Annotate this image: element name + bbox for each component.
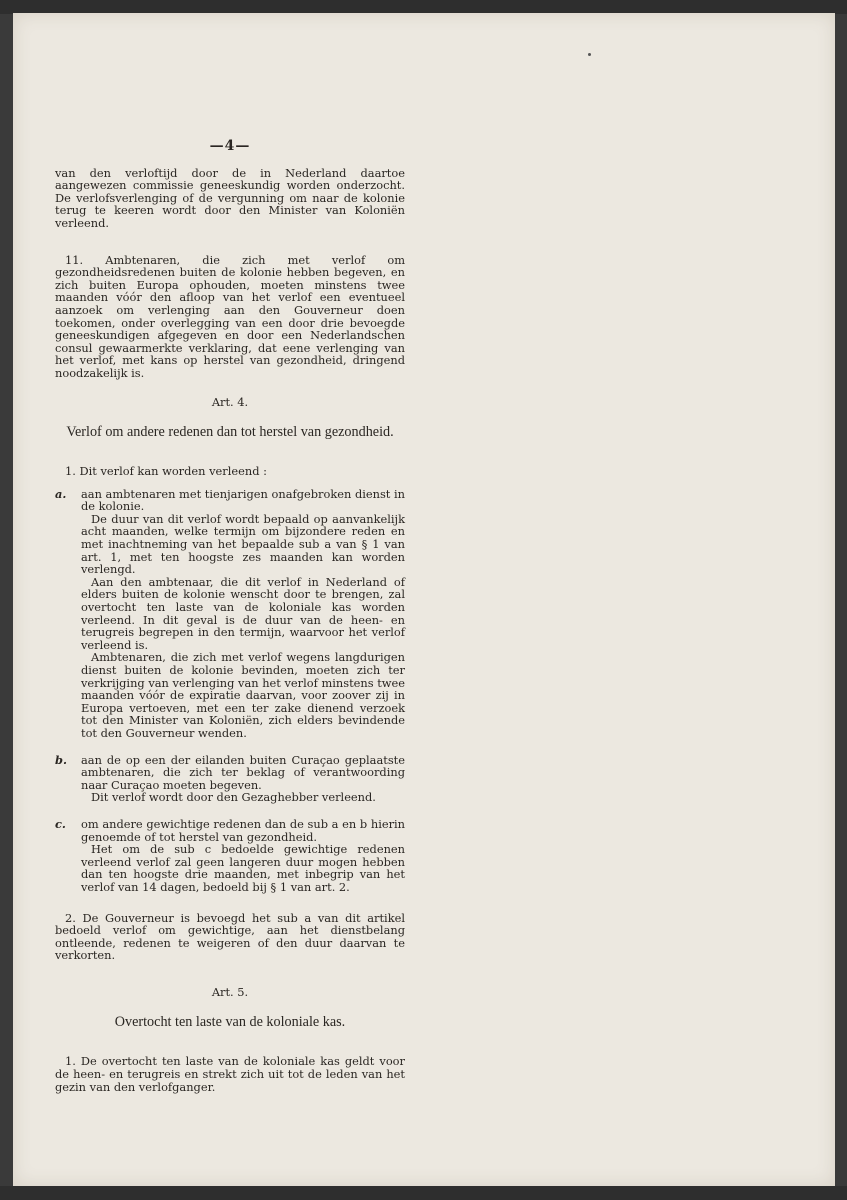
item-c-mark: c.: [55, 816, 66, 831]
item-b-sub-1: Dit verlof wordt door den Gezaghebber verleend.: [91, 790, 376, 805]
item-a-sub-2: Aan den ambtenaar, die dit verlof in Nederland of elders buiten de kolonie wenscht door te brengen, zal overtocht ten laste van de koloniale kas worden verleend. In dit geval is de duur van de heen- en terugreis begrepen in den termijn, waarvoor het verlof verleend is.: [81, 574, 405, 652]
article-5-label: Art. 5.: [211, 984, 249, 999]
item-a-text: aan ambtenaren met tienjarigen onafgebroken dienst in de kolonie.: [81, 486, 405, 514]
item-a-sub-3: Ambtenaren, die zich met verlof wegens langdurigen dienst buiten de kolonie bevinden, moeten zich ter verkrijging van verlenging van het verlof minstens twee maanden vóór de expiratie daarvan, voor zoover zij in Europa vertoeven, met een ter zake dienend verzoek tot den Minister van Koloniën, zich elders bevindende tot den Gouverneur wenden.: [81, 650, 406, 740]
article-4-item-c: [55, 818, 405, 894]
article-4-clause-1: 1. Dit verlof kan worden verleend :: [65, 464, 267, 479]
article-4-heading: Verlof om andere redenen dan tot herstel van gezondheid.: [66, 424, 394, 441]
item-b-text: aan de op een der eilanden buiten Curaçao geplaatste ambtenaren, die zich ter beklag of verantwoording naar Curaçao moeten begeven.: [81, 752, 405, 792]
intro-paragraph: van den verloftijd door de in Nederland daartoe aangewezen commissie geneeskundig worden onderzocht. De verlofsverlenging of de vergunning om naar de kolonie terug te keeren wordt door den Minister van Koloniën verleend.: [55, 165, 405, 230]
page-number: —4—: [209, 138, 251, 154]
article-5-clause-1: 1. De overtocht ten laste van de koloniale kas geldt voor de heen- en terugreis en strekt zich uit tot de leden van het gezin van den verlofganger.: [55, 1054, 405, 1094]
item-a-mark: a.: [55, 486, 67, 501]
paper-speck: [588, 53, 591, 56]
article-4-item-b: [55, 754, 405, 804]
item-c-text: om andere gewichtige redenen dan de sub a en b hierin genoemde of tot herstel van gezondheid.: [81, 816, 405, 844]
scan-top-border: [0, 0, 847, 14]
article-4-label: Art. 4.: [211, 394, 249, 409]
article-4-item-a: [55, 488, 405, 740]
item-c-sub-1: Het om de sub c bedoelde gewichtige redenen verleend verlof zal geen langeren duur mogen hebben dan ten hoogste drie maanden, met inbegrip van het verlof van 14 dagen, bedoeld bij § 1 van art. 2.: [81, 842, 405, 894]
item-b-mark: b.: [55, 752, 67, 767]
scan-bottom-border: [0, 1186, 847, 1200]
article-4-clause-2: 2. De Gouverneur is bevoegd het sub a van dit artikel bedoeld verlof om gewichtige, aan het dienstbelang ontleende, redenen te weigeren of den duur daarvan te verkorten.: [55, 910, 405, 963]
item-a-sub-1: De duur van dit verlof wordt bepaald op aanvankelijk acht maanden, welke termijn om bijzondere reden en met inachtneming van het bepaalde sub a van § 1 van art. 1, met ten hoogste zes maanden kan worden verlengd.: [81, 511, 405, 577]
paragraph-11: 11. Ambtenaren, die zich met verlof om gezondheidsredenen buiten de kolonie hebben begeven, en zich buiten Europa ophouden, moeten minstens twee maanden vóór den afloop van het verlof een eventueel aanzoek om verlenging aan den Gouverneur doen toekomen, onder overlegging van een door drie bevoegde geneeskundigen afgegeven en door een Nederlandschen consul gewaarmerkte verklaring, dat eene verlenging van het verlof, met kans op herstel van gezondheid, dringend noodzakelijk is.: [55, 252, 405, 380]
document-text-column: [55, 140, 405, 1093]
article-5-heading: Overtocht ten laste van de koloniale kas.: [114, 1014, 346, 1031]
